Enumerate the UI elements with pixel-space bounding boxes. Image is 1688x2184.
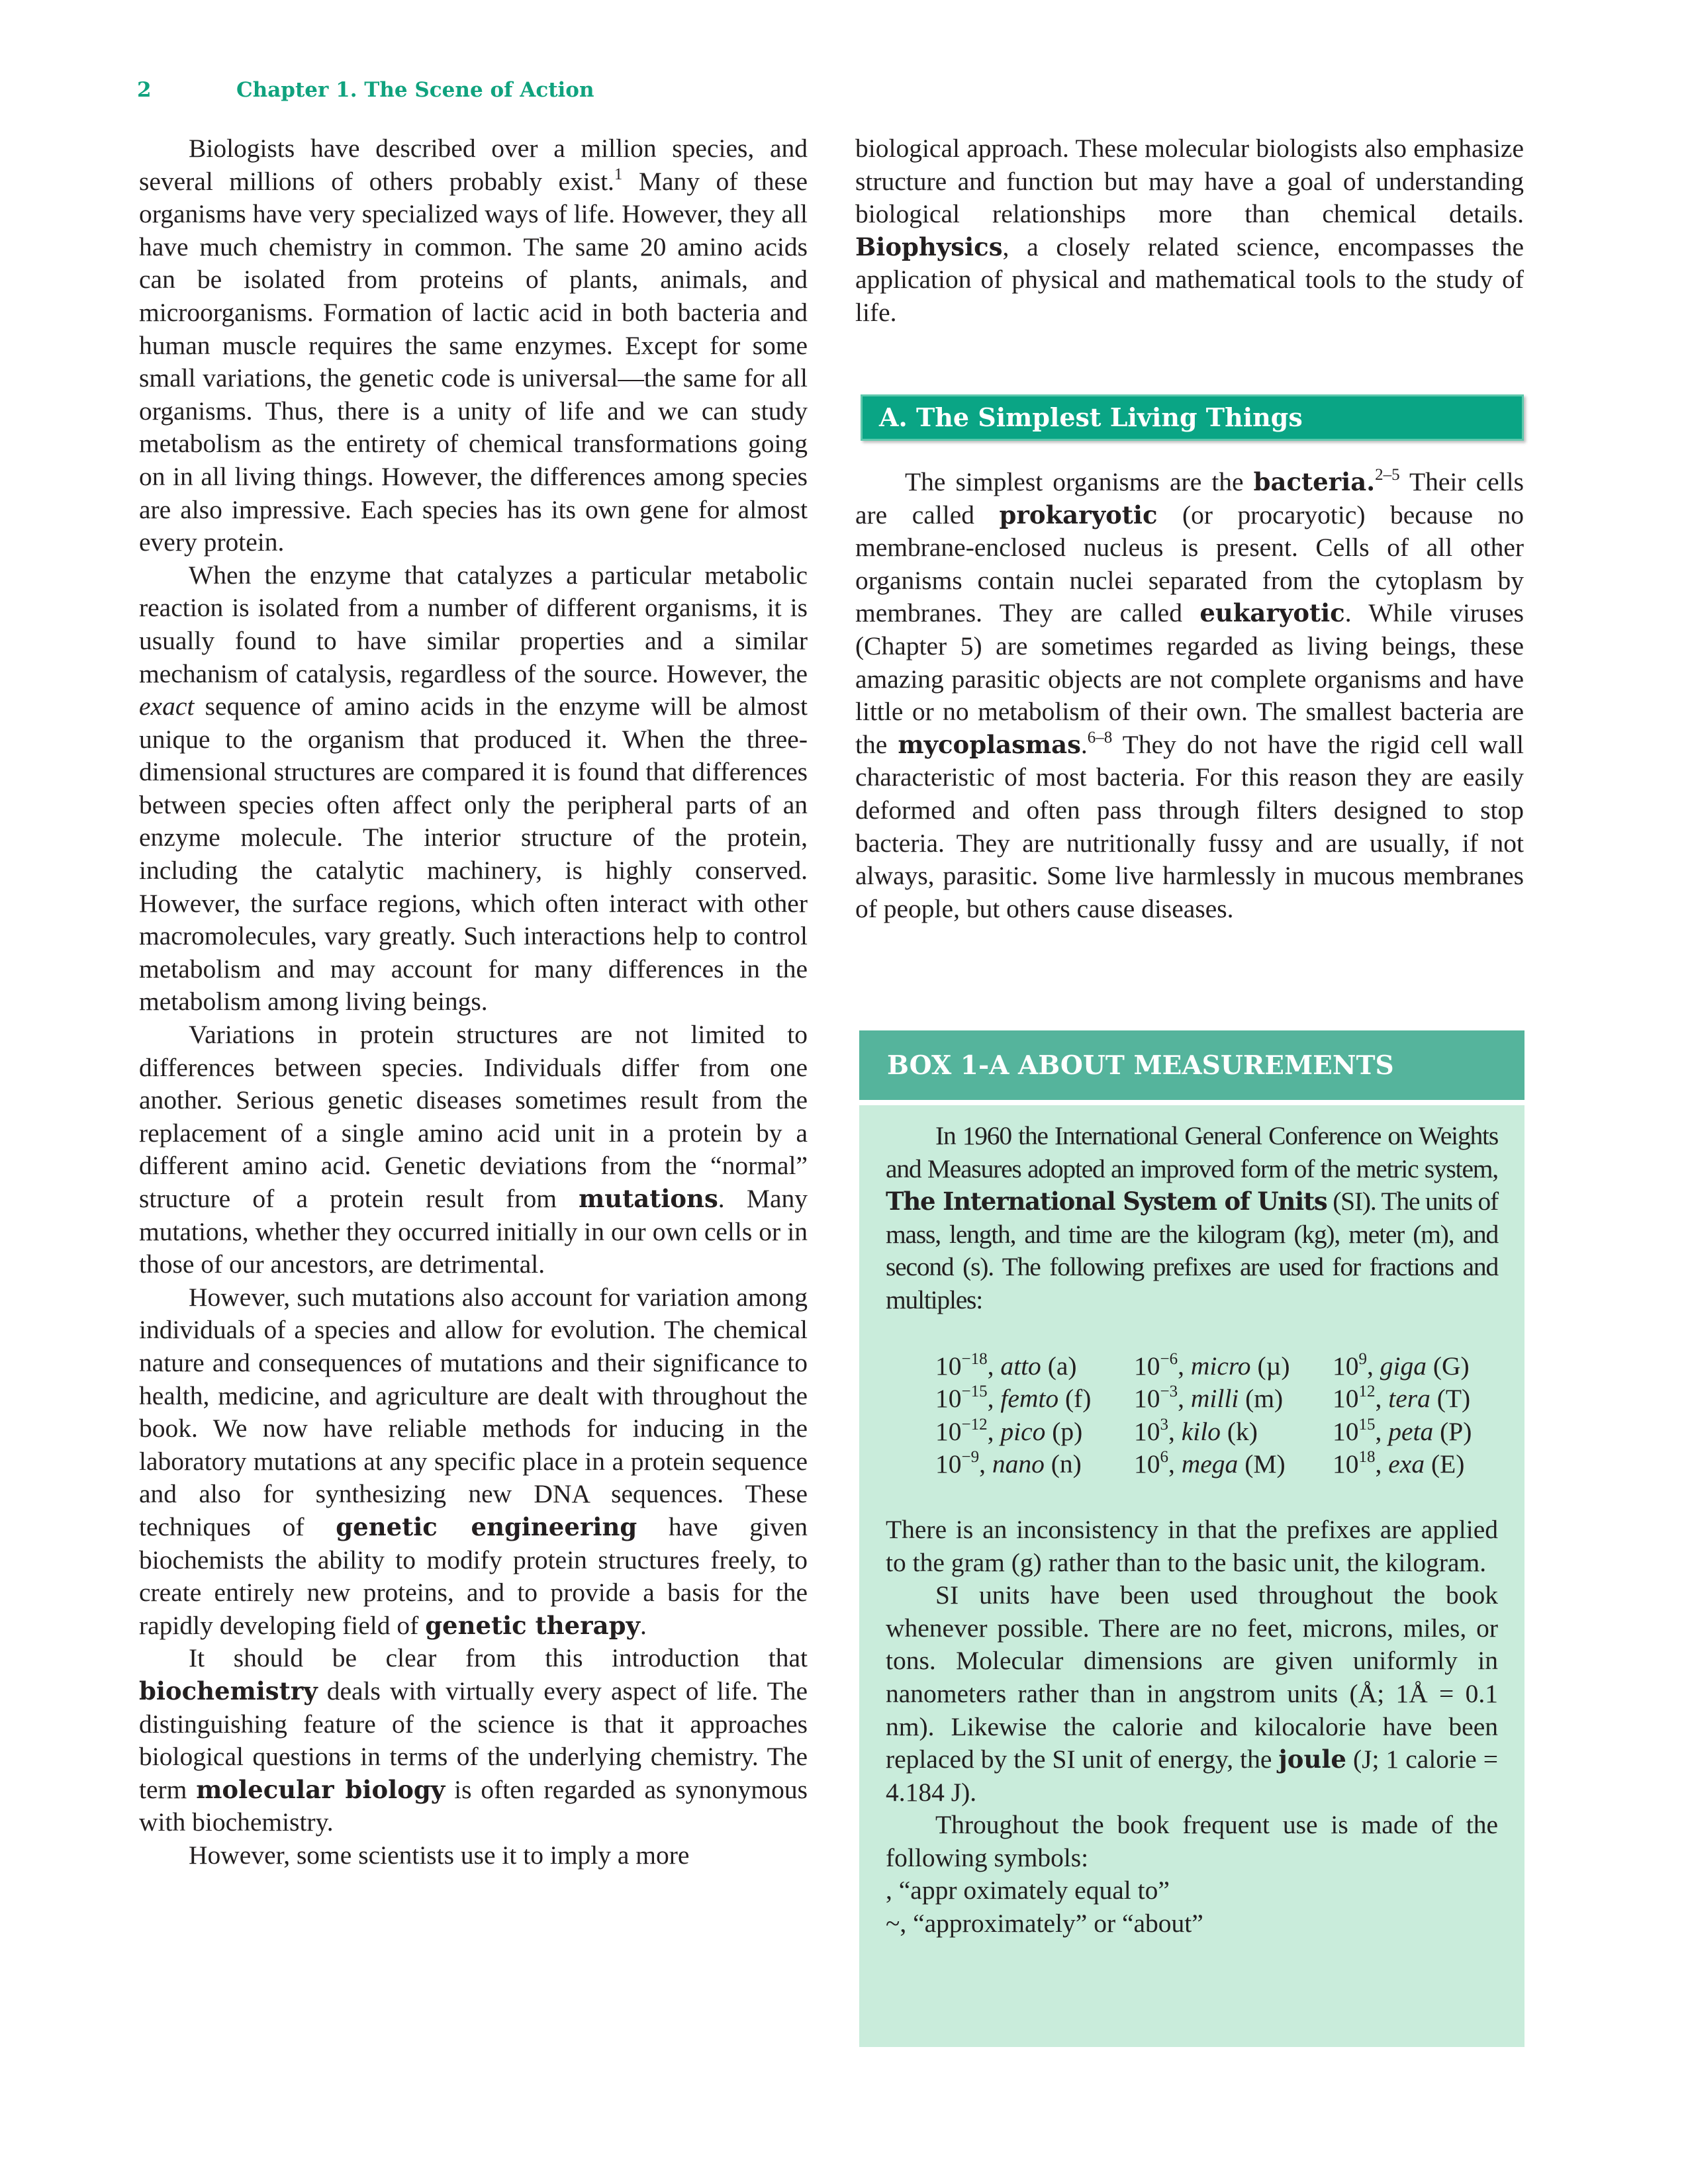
- right-column: [855, 132, 1524, 330]
- prefix-entry: $10^{12}$, tera (T): [1333, 1383, 1471, 1414]
- paragraph: Biologists have described over a million species, and several millions of others probably exist.$^1$ Many of these organisms have very specialized ways of life. However, they all have much chemistry in common. The same 20 amino acids can be isolated from proteins of plants, animals, and microorganisms. Formation of lactic acid in both bacteria and human muscle requires the same enzymes. Except for some small variations, the genetic code is universal—the same for all organisms. Thus, there is a unity of life and we can study metabolism as the entirety of chemical transformations going on in all living things. However, the differences among species are also impressive. Each species has its own gene for almost every protein.: [139, 134, 808, 557]
- paragraph: In 1960 the International General Conference on Weights and Measures adopted an improved form of the metric system, The International System of Units (SI). The units of mass, length, and time are the kilogram (kg), meter (m), and second (s). The following prefixes are used for fractions and multiples:: [886, 1121, 1498, 1314]
- prefix-entry: $10^6$, mega (M): [1134, 1448, 1286, 1479]
- key-term: molecular biology: [196, 1774, 445, 1804]
- box-text: [886, 1120, 1498, 1940]
- key-term: biochemistry: [139, 1676, 318, 1706]
- box-title-bar: [859, 1030, 1524, 1100]
- key-term: joule: [1278, 1745, 1346, 1774]
- key-term: The International System of Units: [886, 1187, 1327, 1216]
- page-number: 2: [137, 78, 152, 102]
- measurements-box: [859, 1105, 1524, 2047]
- prefix-entry: $10^{-6}$, micro (µ): [1134, 1349, 1290, 1381]
- paragraph: However, some scientists use it to imply a more: [189, 1840, 690, 1870]
- section-body: [855, 466, 1524, 925]
- section-heading: [861, 394, 1524, 441]
- prefix-entry: $10^{-18}$, atto (a): [935, 1349, 1077, 1381]
- footnote-ref[interactable]: 2–5: [1375, 466, 1400, 484]
- key-term: mycoplasmas: [898, 729, 1081, 759]
- chapter-title: Chapter 1. The Scene of Action: [236, 78, 594, 102]
- footnote-ref[interactable]: 1: [614, 165, 623, 183]
- paragraph: Throughout the book frequent use is made of the following symbols:: [886, 1810, 1498, 1872]
- symbol-line: , “appr oximately equal to”: [886, 1876, 1170, 1905]
- key-term: genetic engineering: [336, 1512, 637, 1541]
- prefix-entry: $10^{15}$, peta (P): [1333, 1415, 1472, 1446]
- key-term: bacteria.: [1253, 467, 1376, 496]
- prefix-entry: $10^{-3}$, milli (m): [1134, 1383, 1284, 1414]
- key-term: genetic therapy: [425, 1610, 640, 1640]
- paragraph: There is an inconsistency in that the prefixes are applied to the gram (g) rather than to the basic unit, the kilogram.: [886, 1514, 1498, 1577]
- paragraph: SI units have been used throughout the book whenever possible. There are no feet, microns, miles, or tons. Molecular dimensions are given uniformly in nanometers rather than in angstrom units (Å; 1Å = 0.1 nm). Likewise the calorie and kilocalorie have been replaced by the SI unit of energy, the joule (J; 1 calorie = 4.184 J).: [886, 1580, 1498, 1807]
- key-term: mutations: [579, 1184, 718, 1213]
- paragraph: However, such mutations also account for variation among individuals of a species and allow for evolution. The chemical nature and consequences of mutations and their significance to health, medicine, and agriculture are dealt with throughout the book. We now have reliable methods for inducing in the laboratory mutations at any specific place in a protein sequence and also for synthesizing new DNA sequences. These techniques of genetic engineering have given biochemists the ability to modify protein structures freely, to create entirely new proteins, and to provide a basis for the rapidly developing field of genetic therapy.: [139, 1282, 808, 1640]
- key-term: prokaryotic: [999, 500, 1158, 529]
- prefix-entry: $10^9$, giga (G): [1333, 1349, 1470, 1381]
- paragraph: The simplest organisms are the bacteria.$^{2-5}$ Their cells are called prokaryotic (or procaryotic) because no membrane-enclosed nucleus is present. Cells of all other organisms contain nuclei separated from the cytoplasm by membranes. They are called eukaryotic. While viruses (Chapter 5) are sometimes regarded as living beings, these amazing parasitic objects are not complete organisms and have little or no metabolism of their own. The smallest bacteria are the mycoplasmas.$^{6-8}$ They do not have the rigid cell wall characteristic of most bacteria. For this reason they are easily deformed and often pass through filters designed to stop bacteria. They are nutritionally fussy and are usually, if not always, parasitic. Some live harmlessly in mucous membranes of people, but others cause diseases.: [855, 466, 1524, 923]
- paragraph: It should be clear from this introduction that biochemistry deals with virtually every aspect of life. The distinguishing feature of the science is that it approaches biological questions in terms of the underlying chemistry. The term molecular biology is often regarded as synonymous with biochemistry.: [139, 1643, 808, 1837]
- footnote-ref[interactable]: 6–8: [1087, 728, 1113, 747]
- prefix-entry: $10^{-12}$, pico (p): [935, 1415, 1083, 1446]
- left-column: [139, 132, 808, 1872]
- running-head: [137, 78, 594, 105]
- prefix-entry: $10^{18}$, exa (E): [1333, 1448, 1465, 1479]
- prefix-entry: $10^{-15}$, femto (f): [935, 1383, 1092, 1414]
- section-heading-text: A. The Simplest Living Things: [879, 402, 1303, 432]
- box-title: BOX 1-A ABOUT MEASUREMENTS: [887, 1050, 1394, 1081]
- paragraph: biological approach. These molecular biologists also emphasize structure and function but may have a goal of understanding biological relationships more than chemical details. Biophysics, a closely related science, encompasses the application of physical and mathematical tools to the study of life.: [855, 134, 1524, 327]
- prefix-entry: $10^3$, kilo (k): [1134, 1415, 1258, 1446]
- prefix-table: [935, 1350, 1498, 1481]
- key-term: Biophysics: [855, 232, 1003, 261]
- symbol-line: ~, “approximately” or “about”: [886, 1909, 1203, 1938]
- paragraph: When the enzyme that catalyzes a particular metabolic reaction is isolated from a number of different organisms, it is usually found to have similar properties and a similar mechanism of catalysis, regardless of the source. However, the exact sequence of amino acids in the enzyme will be almost unique to the organism that produced it. When the three-dimensional structures are compared it is found that differences between species often affect only the peripheral parts of an enzyme molecule. The interior structure of the protein, including the catalytic machinery, is highly conserved. However, the surface regions, which often interact with other macromolecules, vary greatly. Such interactions help to control metabolism and may account for many differences in the metabolism among living beings.: [139, 560, 808, 1017]
- paragraph: Variations in protein structures are not limited to differences between species. Individuals differ from one another. Serious genetic diseases sometimes result from the replacement of a single amino acid unit in a protein by a different amino acid. Genetic deviations from the “normal” structure of a protein result from mutations. Many mutations, whether they occurred initially in our own cells or in those of our ancestors, are detrimental.: [139, 1020, 808, 1279]
- key-term: eukaryotic: [1199, 598, 1345, 628]
- prefix-entry: $10^{-9}$, nano (n): [935, 1448, 1082, 1479]
